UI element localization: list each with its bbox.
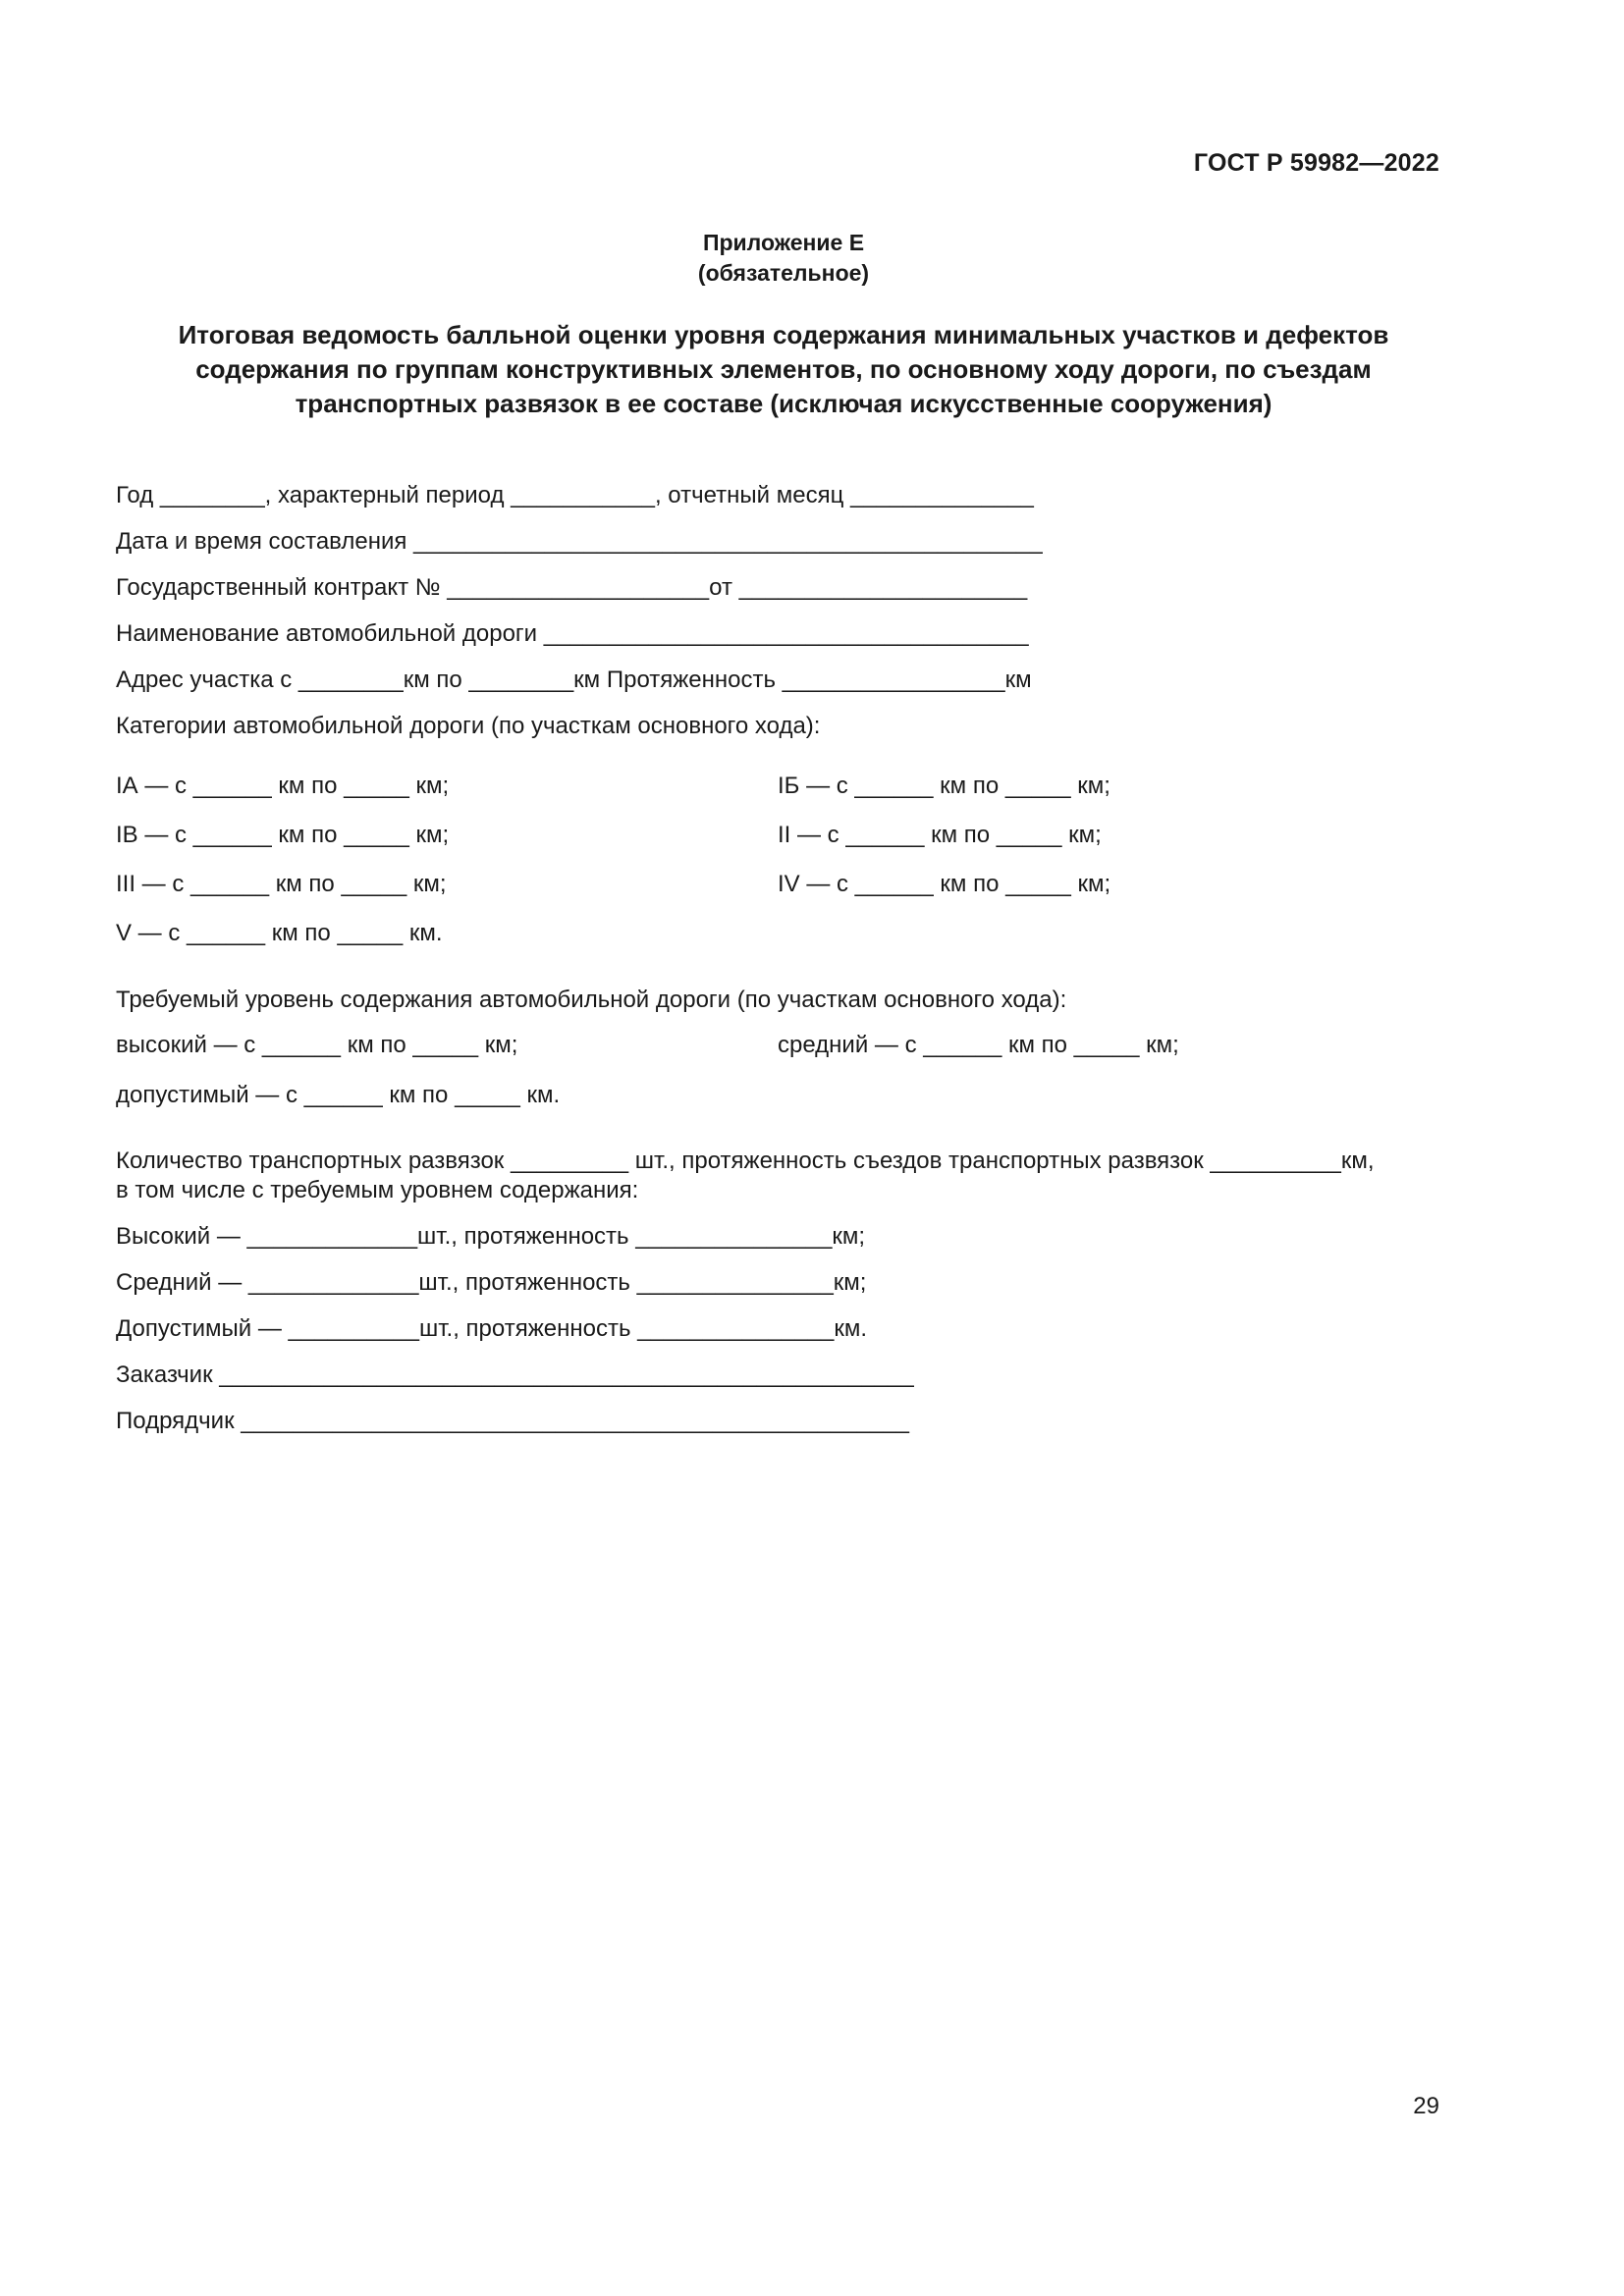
standard-code: ГОСТ Р 59982—2022 [1193,149,1439,177]
interchange-acceptable-line: Допустимый — __________шт., протяженность _______________км. [116,1315,868,1342]
category-ii-line: II — с ______ км по _____ км; [778,822,1102,848]
categories-heading: Категории автомобильной дороги (по участкам основного хода): [116,713,821,739]
category-ib-line: IБ — с ______ км по _____ км; [778,773,1110,799]
level-medium-line: средний — с ______ км по _____ км; [778,1032,1179,1058]
interchange-high-line: Высокий — _____________шт., протяженность _______________км; [116,1223,866,1250]
category-ia-line: IА — с ______ км по _____ км; [116,773,450,799]
annex-label: Приложение Е [702,230,865,255]
category-iv-line: IВ — с ______ км по _____ км; [116,822,450,848]
level-acceptable-line: допустимый — с ______ км по _____ км. [116,1082,561,1108]
category-cat-iv-line: IV — с ______ км по _____ км; [778,871,1111,897]
date-time-line: Дата и время составления ________________________________________________ [116,528,1043,555]
contractor-line: Подрядчик ___________________________________________________ [116,1408,909,1434]
road-name-line: Наименование автомобильной дороги _____________________________________ [116,620,1029,647]
annex-status: (обязательное) [697,260,870,286]
title-line-2: содержания по группам конструктивных элементов, по основному ходу дороги, по съездам [195,354,1372,384]
title-line-3: транспортных развязок в ее составе (исключая искусственные сооружения) [295,389,1272,418]
interchanges-line-2: в том числе с требуемым уровнем содержания: [116,1177,639,1203]
annex-heading [0,228,1567,289]
level-high-line: высокий — с ______ км по _____ км; [116,1032,518,1058]
interchange-medium-line: Средний — _____________шт., протяженность _______________км; [116,1269,867,1296]
page-number: 29 [1413,2093,1439,2119]
contract-line: Государственный контракт № ____________________от ______________________ [116,574,1028,601]
address-line: Адрес участка с ________км по ________км Протяженность _________________км [116,667,1032,693]
category-iii-line: III — с ______ км по _____ км; [116,871,447,897]
customer-line: Заказчик _____________________________________________________ [116,1362,914,1388]
document-title [108,318,1459,421]
level-heading: Требуемый уровень содержания автомобильной дороги (по участкам основного хода): [116,987,1067,1013]
year-period-month-line: Год ________, характерный период ___________, отчетный месяц ______________ [116,482,1034,508]
category-v-line: V — с ______ км по _____ км. [116,920,443,946]
interchanges-line-1: Количество транспортных развязок _________ шт., протяженность съездов транспортных развязок __________км, [116,1148,1375,1174]
title-line-1: Итоговая ведомость балльной оценки уровня содержания минимальных участков и дефектов [178,320,1389,349]
